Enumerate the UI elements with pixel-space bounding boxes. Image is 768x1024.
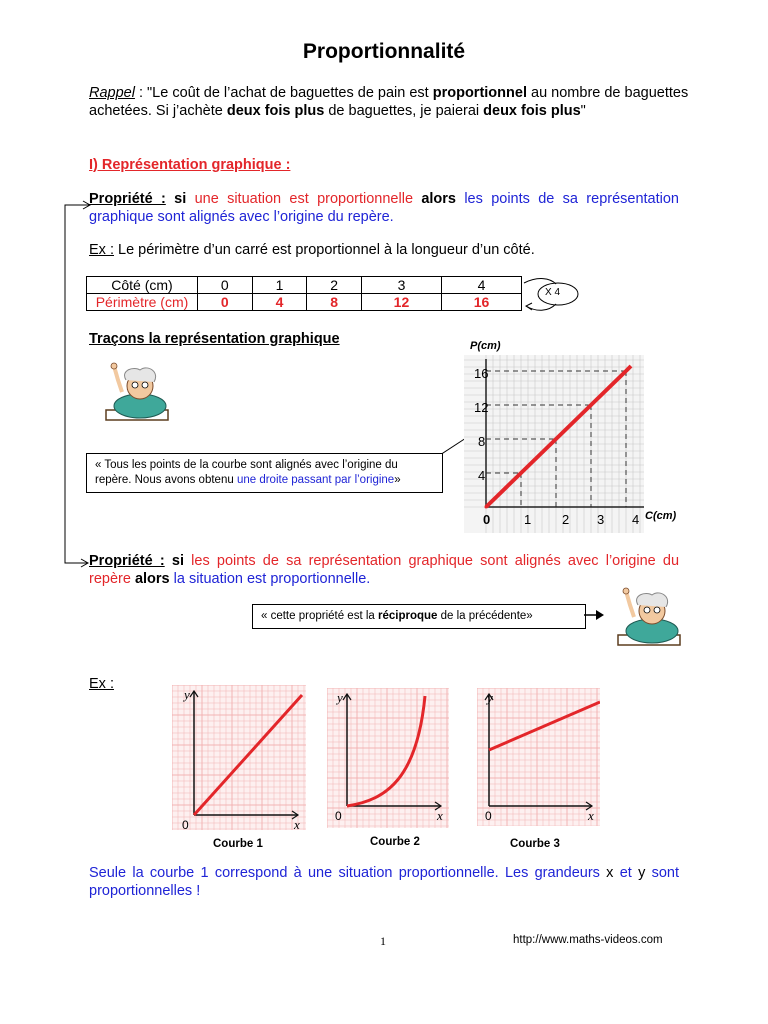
callout-2-bold: réciproque: [377, 610, 438, 622]
x-tick-label: 1: [524, 512, 532, 527]
origin-label: 0: [335, 809, 342, 823]
y-tick-label: 8: [478, 434, 486, 449]
x-tick-label: 3: [597, 512, 605, 527]
conclusion-text: Seule la courbe 1 correspond à une situation proportionnelle. Les grandeurs: [89, 865, 607, 881]
property-2: [89, 552, 679, 588]
section-heading: [89, 156, 290, 174]
professor-icon: [100, 360, 180, 426]
curve-2-graph: [327, 688, 449, 828]
rappel-text-3: de baguettes, je paierai: [324, 103, 484, 119]
page-title: Proportionnalité: [302, 40, 466, 63]
example-1-label: Ex :: [89, 242, 114, 258]
property-2-label: Propriété :: [89, 553, 165, 569]
graph-origin-label: 0: [483, 512, 491, 527]
rappel-label: Rappel: [89, 85, 135, 101]
x-axis-label: x: [294, 817, 300, 830]
conclusion: [89, 864, 679, 900]
table-cell: 0: [198, 277, 253, 294]
property-1-alors: alors: [413, 191, 465, 207]
property-1-conclusion: les points de sa représentation graphique sont alignés avec l’origine du repère.: [89, 191, 679, 225]
table-cell: 8: [307, 294, 362, 311]
table-cell: 12: [361, 294, 441, 311]
data-point: [555, 438, 558, 441]
x-axis-label: x: [437, 808, 443, 823]
table-cell: 2: [307, 277, 362, 294]
curve-1-caption: Courbe 1: [213, 838, 263, 850]
example-1-text: Le périmètre d’un carré est proportionnel à la longueur d’un côté.: [113, 242, 535, 258]
property-2-si: si: [164, 553, 192, 569]
values-table: [86, 276, 522, 311]
x-tick-label: 2: [562, 512, 570, 527]
rappel-text-4: ": [580, 103, 586, 119]
curve-3-graph: [477, 688, 600, 826]
data-point: [485, 506, 488, 509]
rappel-paragraph: [89, 84, 689, 120]
rappel-bold-2: deux fois plus: [226, 103, 325, 119]
property-1: [89, 190, 679, 226]
y-axis-label: y: [337, 690, 343, 705]
graph-x-label: C(cm): [645, 510, 677, 522]
callout-1-highlight: une droite passant par l’origine: [236, 474, 395, 486]
table-cell: 1: [252, 277, 307, 294]
table-cell: 4: [252, 294, 307, 311]
rappel-bold-1: proportionnel: [432, 85, 527, 101]
x-tick-label: 4: [632, 512, 640, 527]
y-axis-label: y: [184, 687, 190, 702]
proportional-graph: [464, 355, 644, 533]
tracons-heading: Traçons la représentation graphique: [89, 331, 340, 347]
rappel-text-2: au nombre de baguettes achetées. Si j’achète: [89, 85, 689, 119]
data-point: [590, 404, 593, 407]
table-cell: 4: [441, 277, 521, 294]
origin-label: 0: [485, 809, 492, 823]
property-2-conclusion: la situation est proportionnelle.: [173, 571, 371, 587]
callout-1-end: »: [394, 474, 401, 486]
callout-1-text: « Tous les points de la courbe sont alignés avec l’origine du repère. Nous avons obtenu: [95, 459, 398, 486]
table-cell: 3: [361, 277, 441, 294]
example-2-label: Ex :: [89, 676, 114, 692]
property-1-condition: une situation est proportionnelle: [194, 191, 414, 207]
property-1-label: Propriété :: [89, 191, 166, 207]
x-axis-label: x: [588, 808, 594, 823]
section-heading-text: I) Représentation graphique :: [89, 157, 291, 173]
callout-2-arrow: [584, 608, 606, 622]
table-row: [87, 294, 522, 311]
curve-2-caption: Courbe 2: [370, 836, 420, 848]
conclusion-text-end: sont proportionnelles !: [89, 865, 679, 899]
y-tick-label: 12: [474, 400, 489, 415]
page-number: 1: [380, 934, 386, 948]
multiplier-label: X 4: [545, 287, 561, 298]
conclusion-x: x: [606, 865, 614, 881]
rappel-bold-3: deux fois plus: [483, 103, 581, 119]
grid-background: [327, 688, 449, 828]
example-1: [89, 241, 535, 259]
property-2-condition: les points de sa représentation graphique sont alignés avec l’origine du repère: [89, 553, 680, 587]
origin-label: 0: [182, 818, 189, 830]
y-tick-label: 16: [474, 366, 489, 381]
y-axis-label: y: [487, 690, 493, 705]
table-cell: 0: [198, 294, 253, 311]
callout-2: [252, 604, 586, 629]
table-header-cote: Côté (cm): [87, 277, 198, 294]
footer-link[interactable]: http://www.maths-videos.com: [513, 934, 663, 946]
curve-1-graph: [172, 685, 306, 830]
callout-2-text-end: de la précédente»: [437, 610, 533, 622]
data-point: [625, 370, 628, 373]
conclusion-y: y: [638, 865, 646, 881]
y-tick-label: 4: [478, 468, 486, 483]
conclusion-et: et: [613, 865, 639, 881]
table-cell: 16: [441, 294, 521, 311]
professor-icon: [612, 585, 692, 651]
table-header-perimetre: Périmètre (cm): [87, 294, 198, 311]
callout-2-text: « cette propriété est la: [261, 610, 378, 622]
graph-y-label: P(cm): [470, 340, 501, 352]
rappel-text-1: : "Le coût de l’achat de baguettes de pain est: [134, 85, 433, 101]
callout-1: [86, 453, 443, 493]
data-point: [520, 472, 523, 475]
table-row: [87, 277, 522, 294]
property-1-si: si: [165, 191, 195, 207]
curve-3-caption: Courbe 3: [510, 838, 560, 850]
property-2-alors: alors: [130, 571, 174, 587]
